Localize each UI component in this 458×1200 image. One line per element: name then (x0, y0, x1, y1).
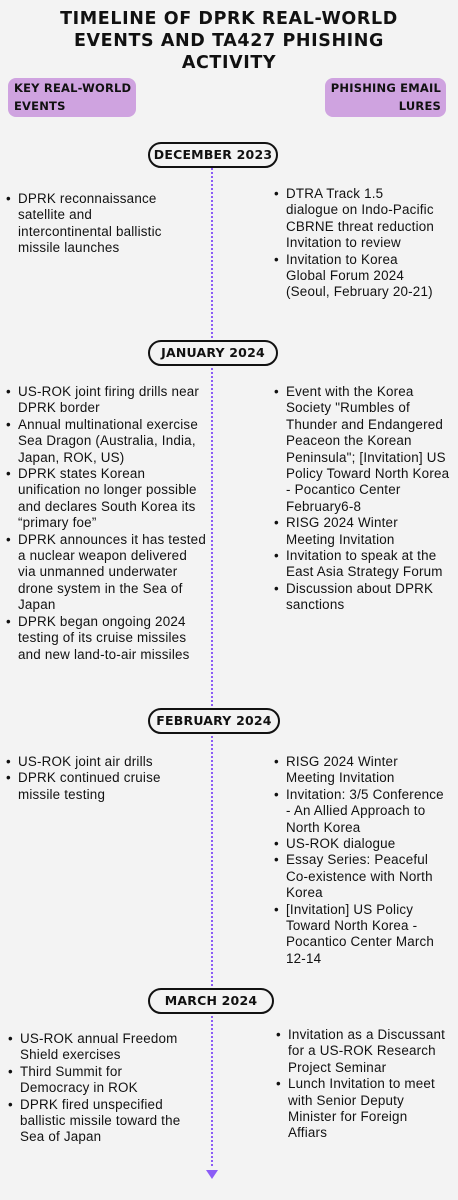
lure-item: • [Invitation] US Policy Toward North Korea - Pocantico Center March 12-14 (274, 902, 450, 968)
events-list-december-2023 (6, 191, 186, 257)
event-item: • US-ROK annual Freedom Shield exercises (8, 1031, 190, 1064)
lure-item: • US-ROK dialogue (274, 836, 450, 852)
month-label-january-2024: JANUARY 2024 (148, 340, 278, 366)
event-item: • DPRK continued cruise missile testing (6, 770, 186, 803)
column-header-real-world-events: KEY REAL-WORLD EVENTS (8, 78, 136, 117)
event-item: • Annual multinational exercise Sea Dragon (Australia, India, Japan, ROK, US) (6, 417, 206, 466)
events-list-january-2024 (6, 384, 206, 663)
month-label-march-2024: MARCH 2024 (148, 988, 274, 1014)
lure-item: • Invitation to speak at the East Asia Strategy Forum (274, 548, 450, 581)
lure-item: • RISG 2024 Winter Meeting Invitation (274, 754, 450, 787)
lure-item: • RISG 2024 Winter Meeting Invitation (274, 515, 450, 548)
page-title: TIMELINE OF DPRK REAL-WORLD EVENTS AND TA427 PHISHING ACTIVITY (60, 9, 398, 73)
lure-item: • Event with the Korea Society "Rumbles of Thunder and Endangered Peaceon the Korean Peninsula"; [Invitation] US Policy Toward North Korea - Pocantico Center February6-8 (274, 384, 450, 515)
column-header-phishing-lures: PHISHING EMAIL LURES (325, 78, 446, 117)
lure-item: • Essay Series: Peaceful Co-existence with North Korea (274, 852, 450, 901)
event-item: • US-ROK joint firing drills near DPRK border (6, 384, 206, 417)
lures-list-january-2024 (274, 384, 450, 614)
lure-item: • Invitation as a Discussant for a US-ROK Research Project Seminar (276, 1027, 446, 1076)
event-item: • Third Summit for Democracy in ROK (8, 1064, 190, 1097)
lures-list-december-2023 (274, 186, 439, 301)
event-item: • US-ROK joint air drills (6, 754, 186, 770)
event-item: • DPRK began ongoing 2024 testing of its cruise missiles and new land-to-air missiles (6, 614, 206, 663)
month-label-december-2023: DECEMBER 2023 (148, 142, 278, 168)
event-item: • DPRK fired unspecified ballistic missile toward the Sea of Japan (8, 1097, 190, 1146)
lure-item: • DTRA Track 1.5 dialogue on Indo-Pacific CBRNE threat reduction Invitation to review (274, 186, 439, 252)
lures-list-march-2024 (276, 1027, 446, 1142)
timeline-axis (211, 164, 213, 1166)
lure-item: • Lunch Invitation to meet with Senior Deputy Minister for Foreign Affiars (276, 1076, 446, 1142)
event-item: • DPRK announces it has tested a nuclear weapon delivered via unmanned underwater drone system in the Sea of Japan (6, 532, 206, 614)
lure-item: • Discussion about DPRK sanctions (274, 581, 450, 614)
month-label-february-2024: FEBRUARY 2024 (148, 708, 280, 734)
event-item: • DPRK states Korean unification no longer possible and declares South Korea its “primary foe” (6, 466, 206, 532)
events-list-february-2024 (6, 754, 186, 803)
lure-item: • Invitation to Korea Global Forum 2024 (Seoul, February 20-21) (274, 252, 439, 301)
lures-list-february-2024 (274, 754, 450, 967)
lure-item: • Invitation: 3/5 Conference - An Allied Approach to North Korea (274, 787, 450, 836)
timeline-arrow-icon (206, 1170, 218, 1179)
events-list-march-2024 (8, 1031, 190, 1146)
event-item: • DPRK reconnaissance satellite and intercontinental ballistic missile launches (6, 191, 186, 257)
